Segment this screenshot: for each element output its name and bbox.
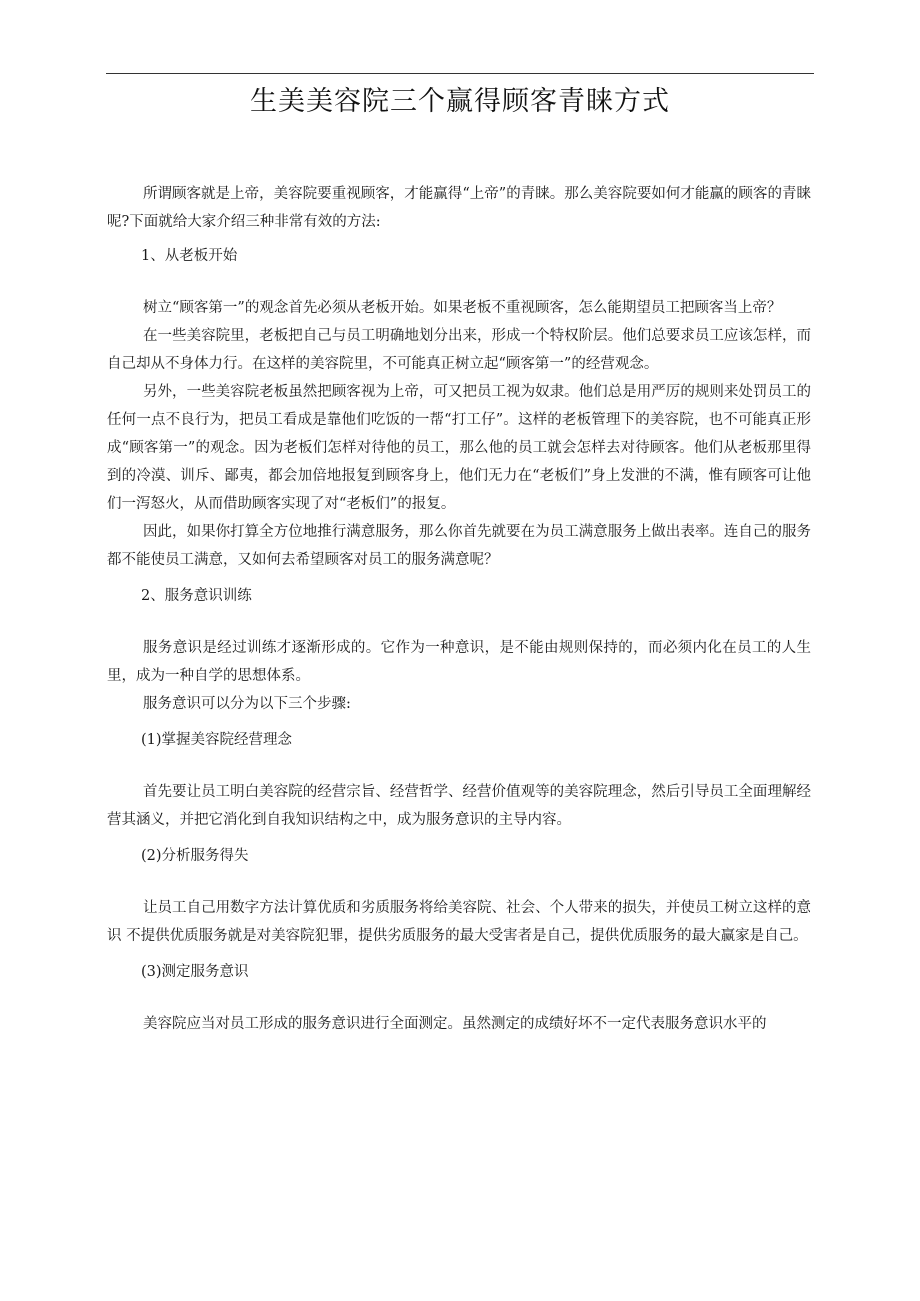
step-heading-3: (3)测定服务意识 (141, 964, 249, 980)
header-rule (106, 73, 814, 74)
step-heading-2: (2)分析服务得失 (141, 848, 249, 864)
document-body (107, 180, 811, 1038)
paragraph: 树立“顾客第一”的观念首先必须从老板开始。如果老板不重视顾客，怎么能期望员工把顾客当上帝？ (143, 300, 782, 316)
step-heading-1: (1)掌握美容院经营理念 (141, 732, 293, 748)
paragraph: 让员工自己用数字方法计算优质和劣质服务将给美容院、社会、个人带来的损失，并使员工树立这样的意识 不提供优质服务就是对美容院犯罪，提供劣质服务的最大受害者是自己，提供优质服务的最大赢家是自己。 (107, 900, 811, 944)
paragraph: 服务意识是经过训练才逐渐形成的。它作为一种意识，是不能由规则保持的，而必须内化在员工的人生里，成为一种自学的思想体系。 (107, 640, 811, 684)
paragraph: 在一些美容院里，老板把自己与员工明确地划分出来，形成一个特权阶层。他们总要求员工应该怎样，而自己却从不身体力行。在这样的美容院里，不可能真正树立起“顾客第一”的经营观念。 (107, 328, 811, 372)
paragraph: 美容院应当对员工形成的服务意识进行全面测定。虽然测定的成绩好坏不一定代表服务意识水平的 (143, 1016, 767, 1032)
section-heading-service-training: 2、服务意识训练 (141, 588, 252, 604)
paragraph: 因此，如果你打算全方位地推行满意服务，那么你首先就要在为员工满意服务上做出表率。连自己的服务都不能使员工满意，又如何去希望顾客对员工的服务满意呢？ (107, 524, 811, 568)
paragraph: 首先要让员工明白美容院的经营宗旨、经营哲学、经营价值观等的美容院理念，然后引导员工全面理解经营其涵义，并把它消化到自我知识结构之中，成为服务意识的主导内容。 (107, 784, 811, 828)
paragraph: 另外，一些美容院老板虽然把顾客视为上帝，可又把员工视为奴隶。他们总是用严厉的规则来处罚员工的任何一点不良行为，把员工看成是靠他们吃饭的一帮“打工仔”。这样的老板管理下的美容院，也不可能真正形成“顾客第一”的观念。因为老板们怎样对待他的员工，那么他的员工就会怎样去对待顾客。他们从老板那里得到的冷漠、训斥、鄙夷，都会加倍地报复到顾客身上，他们无力在“老板们”身上发泄的不满，惟有顾客可让他们一泻怒火，从而借助顾客实现了对“老板们”的报复。 (107, 384, 811, 512)
intro-paragraph: 所谓顾客就是上帝，美容院要重视顾客，才能赢得“上帝”的青睐。那么美容院要如何才能赢的顾客的青睐呢?下面就给大家介绍三种非常有效的方法: (107, 186, 811, 230)
document-title: 生美美容院三个赢得顾客青睐方式 (250, 86, 670, 117)
paragraph: 服务意识可以分为以下三个步骤: (143, 696, 351, 712)
section-heading-boss: 1、从老板开始 (141, 248, 238, 264)
